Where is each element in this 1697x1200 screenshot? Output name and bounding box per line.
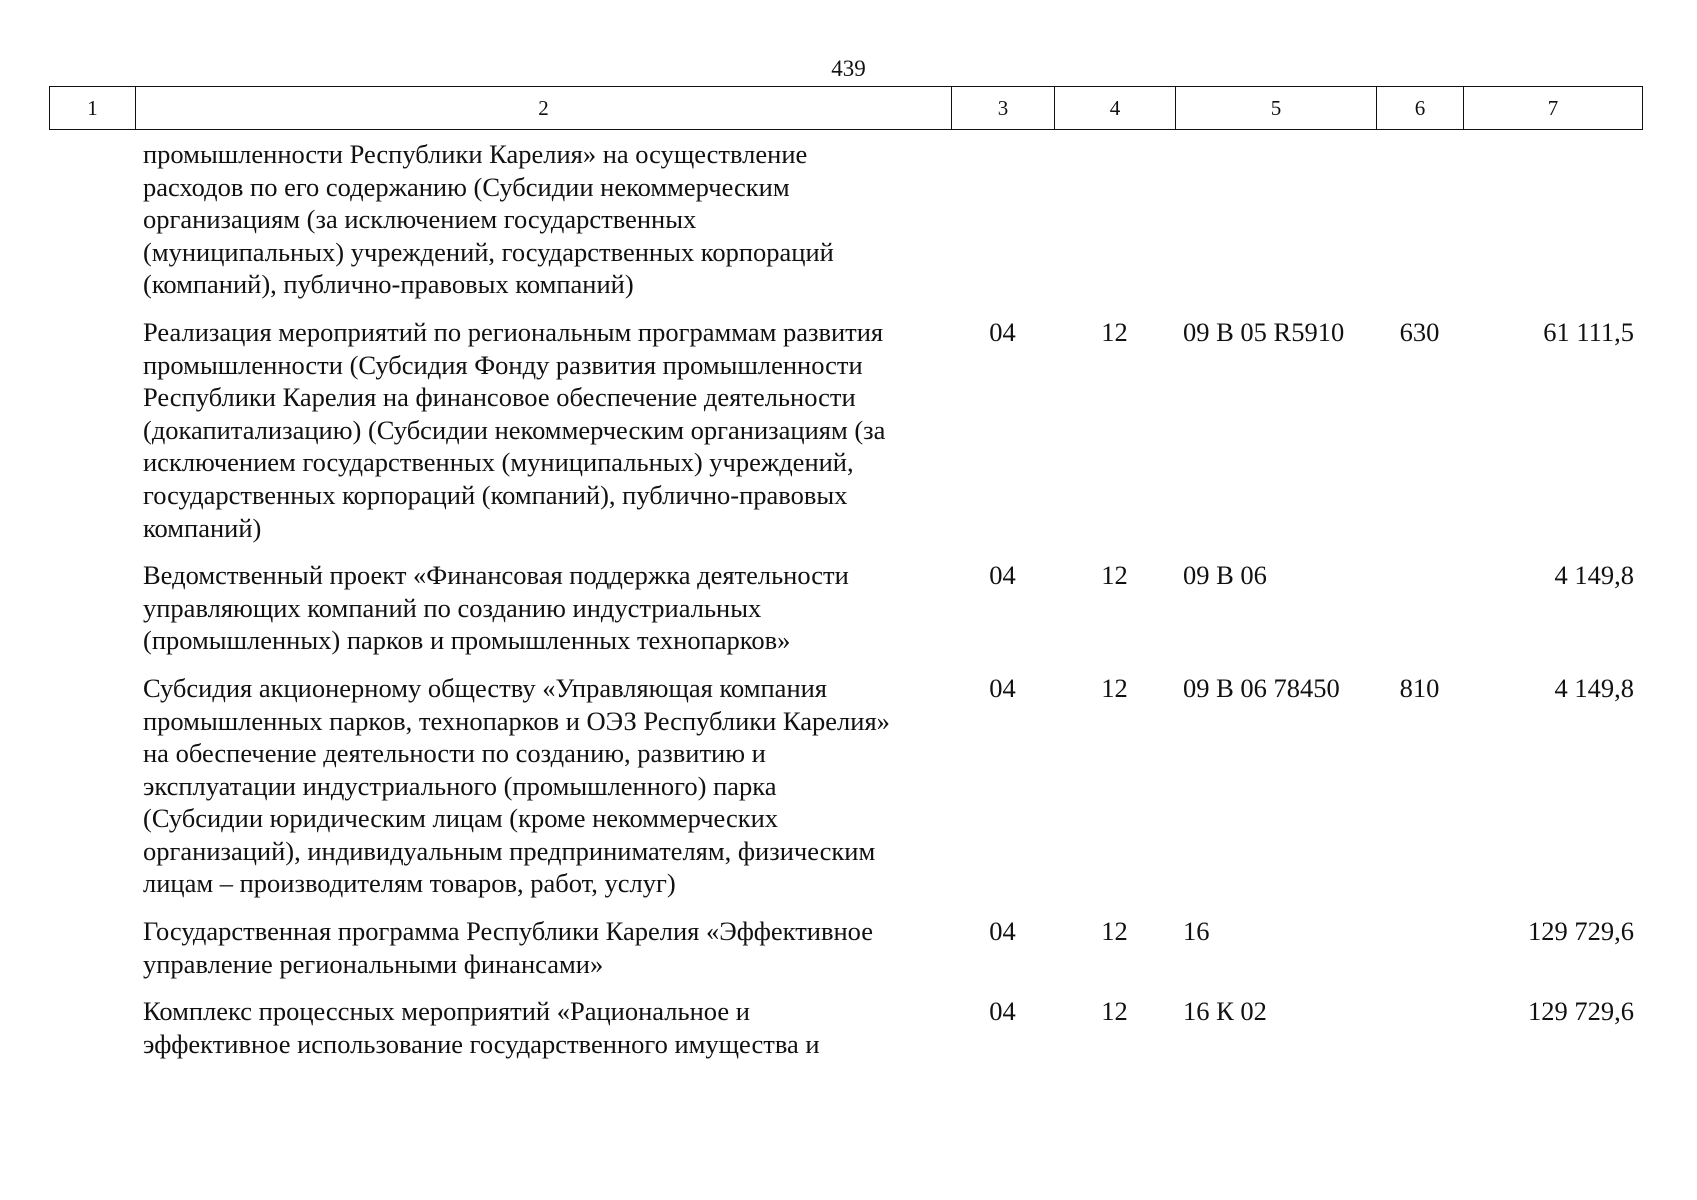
column-number-header xyxy=(49,86,1643,130)
table-row xyxy=(49,995,1642,1060)
table-row xyxy=(49,915,1642,980)
header-col-5: 5 xyxy=(1176,87,1377,130)
table-row xyxy=(49,672,1642,900)
row-target-item-code: 09 В 06 xyxy=(1183,560,1267,591)
row-item-name: Ведомственный проект «Финансовая поддержка деятельности управляющих компаний по созданию индустриальных (промышленных) парков и промышленных технопарков» xyxy=(143,560,849,656)
row-col-1 xyxy=(49,672,135,900)
row-target-item-code xyxy=(1175,138,1376,301)
row-section-code: 04 xyxy=(989,672,1016,703)
row-subsection-code: 12 xyxy=(1101,560,1128,591)
row-subsection-code: 12 xyxy=(1101,996,1128,1027)
row-section-code: 04 xyxy=(989,316,1016,347)
row-amount: 129 729,6 xyxy=(1528,916,1634,947)
row-subsection-code xyxy=(1054,138,1175,301)
row-item-name: промышленности Республики Карелия» на осуществление расходов по его содержанию (Субсидии некоммерческим организациям (за исключением государственных (муниципальных) учреждений, государственных корпораций (компаний), публично-правовых компаний) xyxy=(143,139,834,300)
row-section-code: 04 xyxy=(989,996,1016,1027)
row-amount xyxy=(1463,138,1642,301)
row-target-item-code: 16 К 02 xyxy=(1183,996,1267,1027)
row-item-name: Государственная программа Республики Карелия «Эффективное управление региональными финансами» xyxy=(143,916,873,979)
page-number: 439 xyxy=(831,56,866,81)
row-amount: 61 111,5 xyxy=(1543,316,1634,347)
row-section-code: 04 xyxy=(989,916,1016,947)
row-col-1 xyxy=(49,915,135,980)
table-row xyxy=(49,138,1642,301)
header-col-6: 6 xyxy=(1377,87,1464,130)
row-target-item-code: 16 xyxy=(1183,916,1210,947)
row-item-name: Реализация мероприятий по региональным программам развития промышленности (Субсидия Фонду развития промышленности Республики Карелия на финансовое обеспечение деятельности (докапитализацию) (Субсидии некоммерческим организациям (за исключением государственных (муниципальных) учреждений, государственных корпораций (компаний), публично-правовых компаний) xyxy=(143,316,886,543)
row-section-code: 04 xyxy=(989,560,1016,591)
row-item-name: Субсидия акционерному обществу «Управляющая компания промышленных парков, технопарков и ОЭЗ Республики Карелия» на обеспечение деятельности по созданию, развитию и эксплуатации индустриального (промышленного) парка (Субсидии юридическим лицам (кроме некоммерческих организаций), индивидуальным предпринимателям, физическим лицам – производителям товаров, работ, услуг) xyxy=(143,672,890,899)
row-expense-type-code xyxy=(1376,559,1463,657)
row-item-name: Комплекс процессных мероприятий «Рациональное и эффективное использование государственного имущества и xyxy=(143,996,820,1059)
row-amount: 129 729,6 xyxy=(1528,996,1634,1027)
row-expense-type-code: 630 xyxy=(1399,316,1440,347)
table-row xyxy=(49,559,1642,657)
header-col-2: 2 xyxy=(136,87,952,130)
table-row xyxy=(49,316,1642,544)
header-col-7: 7 xyxy=(1464,87,1643,130)
row-col-1 xyxy=(49,559,135,657)
row-subsection-code: 12 xyxy=(1101,316,1128,347)
budget-table-body xyxy=(49,138,1642,1075)
row-expense-type-code: 810 xyxy=(1399,672,1440,703)
row-target-item-code: 09 В 06 78450 xyxy=(1183,672,1340,703)
row-col-1 xyxy=(49,316,135,544)
row-expense-type-code xyxy=(1376,915,1463,980)
header-col-1: 1 xyxy=(50,87,136,130)
header-col-3: 3 xyxy=(952,87,1055,130)
row-col-1 xyxy=(49,995,135,1060)
row-col-1 xyxy=(49,138,135,301)
row-expense-type-code xyxy=(1376,995,1463,1060)
row-amount: 4 149,8 xyxy=(1554,672,1634,703)
header-col-4: 4 xyxy=(1055,87,1176,130)
row-amount: 4 149,8 xyxy=(1554,560,1634,591)
row-subsection-code: 12 xyxy=(1101,672,1128,703)
row-section-code xyxy=(951,138,1054,301)
row-target-item-code: 09 В 05 R5910 xyxy=(1183,316,1345,347)
row-expense-type-code xyxy=(1376,138,1463,301)
row-subsection-code: 12 xyxy=(1101,916,1128,947)
